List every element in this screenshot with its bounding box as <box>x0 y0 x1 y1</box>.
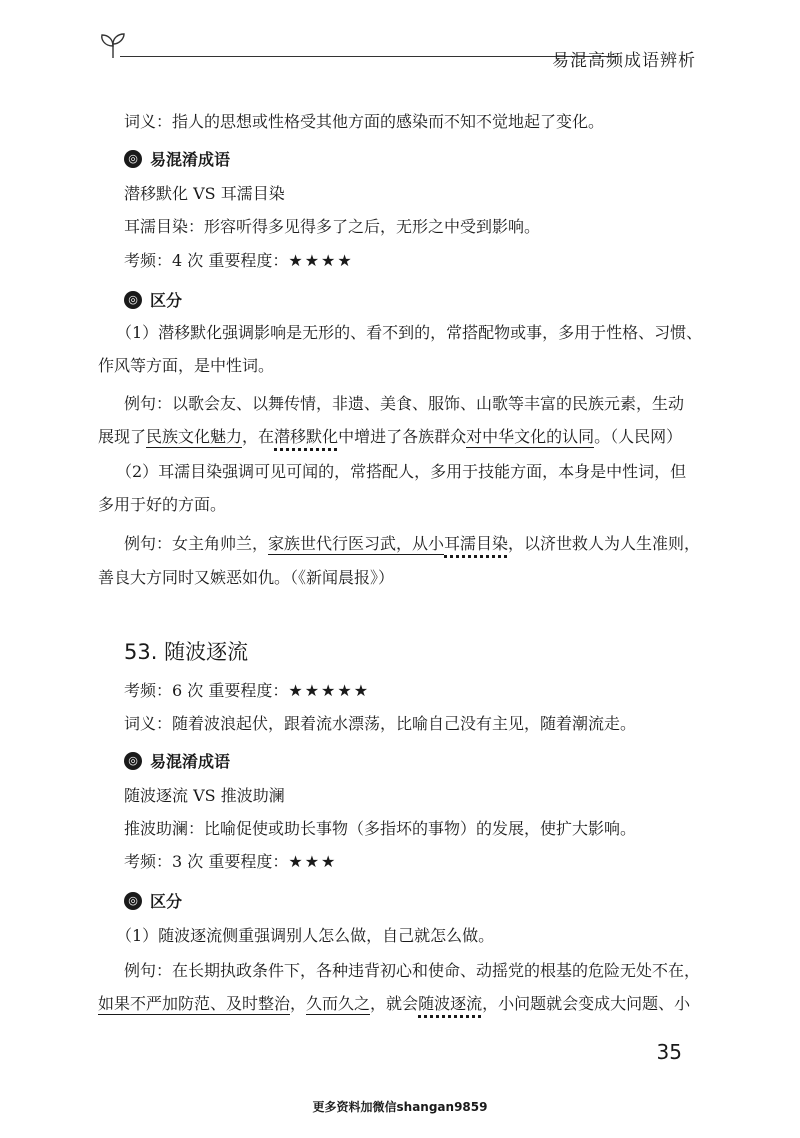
point-1-line-2: 作风等方面，是中性词。 <box>98 356 275 375</box>
entry-frequency: 考频：6 次 重要程度：★★★★★ <box>124 681 371 700</box>
entry-definition: 词义：随着波浪起伏，跟着流水漂荡，比喻自己没有主见，随着潮流走。 <box>124 714 637 733</box>
point-2-line-2: 多用于好的方面。 <box>98 495 227 514</box>
point-2-line-1: （2）耳濡目染强调可见可闻的，常搭配人，多用于技能方面，本身是中性词，但 <box>116 462 687 481</box>
confusable-badge-icon: ◎ <box>124 752 142 770</box>
confusable-heading: ◎ 易混淆成语 <box>124 147 230 170</box>
example-1-line-2: 展现了民族文化魅力，在潜移默化中增进了各族群众对中华文化的认同。（人民网） <box>98 427 683 446</box>
distinction-badge-icon: ◎ <box>124 892 142 910</box>
importance-stars: ★★★ <box>288 852 338 871</box>
example-line-2: 如果不严加防范、及时整治，久而久之，就会随波逐流，小问题就会变成大问题、小 <box>98 994 691 1013</box>
point-1-line-1: （1）潜移默化强调影响是无形的、看不到的，常搭配物或事，多用于性格、习惯、 <box>116 323 703 342</box>
entry-title: 53. 随波逐流 <box>124 640 249 664</box>
example-1-line-1: 例句：以歌会友、以舞传情，非遗、美食、服饰、山歌等丰富的民族元素，生动 <box>124 394 685 413</box>
importance-stars: ★★★★★ <box>288 681 371 700</box>
page-number: 35 <box>656 1040 682 1064</box>
distinction-badge-icon: ◎ <box>124 291 142 309</box>
header-title: 易混高频成语辨析 <box>552 51 696 71</box>
header-rule <box>120 56 618 57</box>
example-2-line-1: 例句：女主角帅兰，家族世代行医习武，从小耳濡目染，以济世救人为人生准则， <box>124 534 701 553</box>
footer-note: 更多资料加微信shangan9859 <box>312 1100 488 1114</box>
point-1: （1）随波逐流侧重强调别人怎么做，自己就怎么做。 <box>116 926 495 945</box>
confusable-heading: ◎ 易混淆成语 <box>124 749 230 772</box>
frequency-line: 考频：4 次 重要程度：★★★★ <box>124 251 354 270</box>
confusable-pair: 随波逐流 VS 推波助澜 <box>124 786 285 805</box>
confusable-badge-icon: ◎ <box>124 150 142 168</box>
confusable-definition: 耳濡目染：形容听得多见得多了之后，无形之中受到影响。 <box>124 217 541 236</box>
confusable-pair: 潜移默化 VS 耳濡目染 <box>124 184 285 203</box>
example-line-1: 例句：在长期执政条件下，各种违背初心和使命、动摇党的根基的危险无处不在， <box>124 961 701 980</box>
frequency-line: 考频：3 次 重要程度：★★★ <box>124 852 338 871</box>
confusable-definition: 推波助澜：比喻促使或助长事物（多指坏的事物）的发展，使扩大影响。 <box>124 819 637 838</box>
example-2-line-2: 善良大方同时又嫉恶如仇。（《新闻晨报》） <box>98 568 395 587</box>
definition: 词义：指人的思想或性格受其他方面的感染而不知不觉地起了变化。 <box>124 112 605 131</box>
running-header <box>98 30 698 70</box>
importance-stars: ★★★★ <box>288 251 354 270</box>
distinction-heading: ◎ 区分 <box>124 889 182 912</box>
distinction-heading: ◎ 区分 <box>124 288 182 311</box>
